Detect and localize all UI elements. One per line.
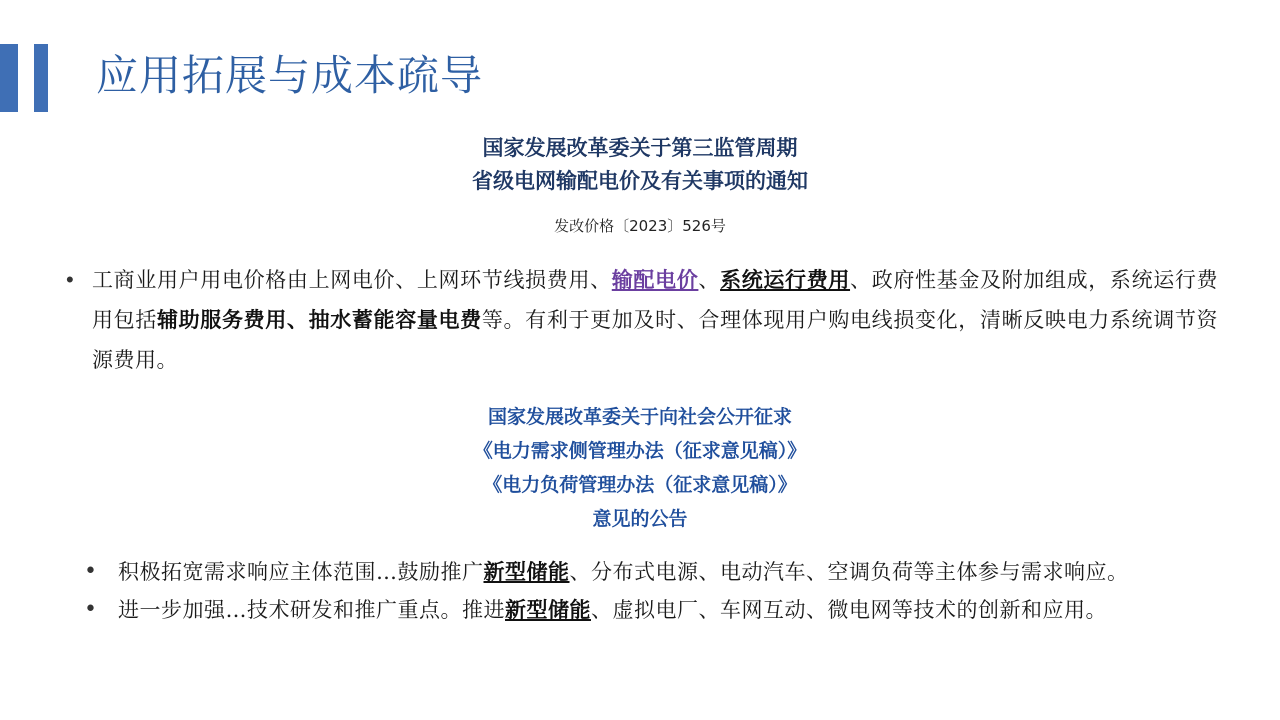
list-item-segment-1: 积极拓宽需求响应主体范围…鼓励推广: [118, 560, 484, 584]
paragraph-segment-3: 、政府性基金及附加组成，系统运行费用包括: [92, 268, 1219, 332]
bullet-marker: •: [84, 597, 98, 622]
document-1-paragraph: [92, 260, 1218, 380]
emphasis-new-energy-storage: 新型储能: [505, 597, 591, 622]
bullet-marker: •: [66, 267, 74, 292]
title-accent-bars: [0, 44, 64, 112]
emphasis-transmission-price: 输配电价: [611, 267, 699, 292]
accent-bar-right: [34, 44, 48, 112]
emphasis-ancillary-and-pumped-storage: 辅助服务费用、抽水蓄能容量电费: [156, 307, 482, 332]
paragraph-segment-1: 工商业用户用电价格由上网电价、上网环节线损费用、: [92, 268, 612, 292]
document-2-heading-line-4: 意见的公告: [592, 508, 688, 530]
emphasis-system-operation-cost: 系统运行费用: [720, 267, 851, 292]
paragraph-segment-2: 、: [698, 268, 721, 292]
list-item-segment-2: 、分布式电源、电动汽车、空调负荷等主体参与需求响应。: [569, 560, 1129, 584]
list-item: [78, 592, 1210, 628]
list-item-segment-2: 、虚拟电厂、车网互动、微电网等技术的创新和应用。: [591, 598, 1107, 622]
document-2-heading: [0, 400, 1280, 536]
document-1-heading-line-1: 国家发展改革委关于第三监管周期: [482, 136, 798, 160]
list-item-segment-1: 进一步加强…技术研发和推广重点。推进: [118, 598, 505, 622]
document-1-number: 发改价格〔2023〕526号: [554, 217, 726, 235]
paragraph-segment-4: 等。有利于更加及时、合理体现用户购电线损变化，清晰反映电力系统调节资源费用。: [92, 308, 1219, 372]
document-2-heading-line-1: 国家发展改革委关于向社会公开征求: [487, 406, 792, 428]
slide-title-row: [0, 44, 1280, 112]
accent-bar-left: [0, 44, 18, 112]
document-2-bullet-list: [0, 554, 1280, 628]
document-1-heading-line-2: 省级电网输配电价及有关事项的通知: [472, 169, 808, 193]
document-1-bullet-block: [0, 260, 1280, 380]
bullet-marker: •: [84, 559, 98, 584]
list-item: [78, 554, 1210, 590]
document-1-heading: [0, 132, 1280, 198]
emphasis-new-energy-storage: 新型储能: [483, 559, 570, 584]
document-2-heading-line-3: 《电力负荷管理办法（征求意见稿）》: [483, 474, 797, 496]
slide-content: [0, 132, 1280, 630]
page-title: 应用拓展与成本疏导: [96, 51, 484, 100]
document-2-heading-line-2: 《电力需求侧管理办法（征求意见稿）》: [473, 440, 807, 462]
